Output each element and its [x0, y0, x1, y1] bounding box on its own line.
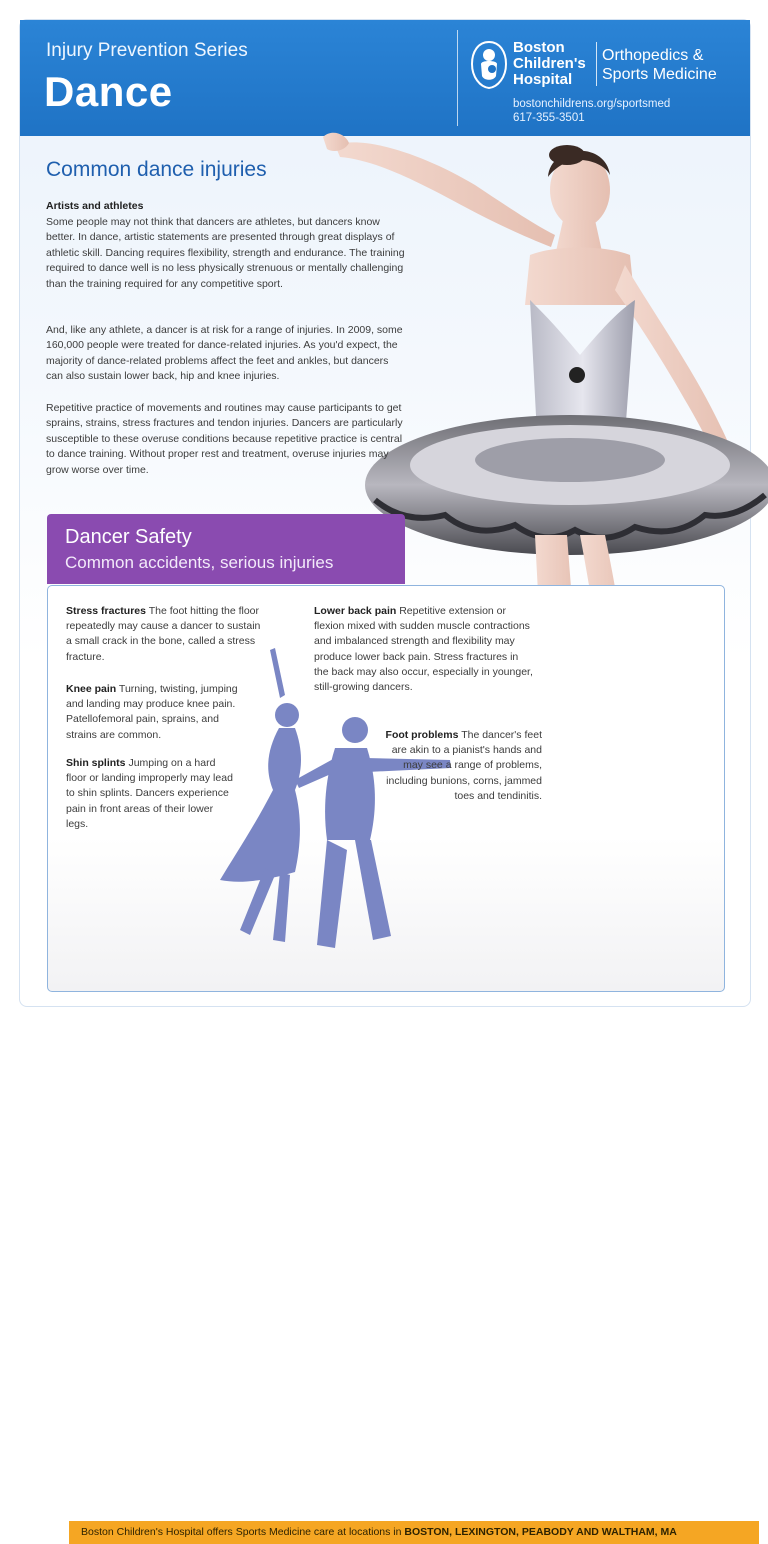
website-link[interactable]: bostonchildrens.org/sportsmed	[513, 98, 671, 110]
injury-description: Turning, twisting, jumping and landing may produce knee pain. Patellofemoral pain, sprains, and strains are common.	[66, 683, 238, 741]
injury-term: Knee pain	[66, 683, 117, 695]
department-line: Sports Medicine	[602, 66, 717, 83]
injury-term: Foot problems	[385, 729, 459, 741]
intro-subhead: Artists and athletes	[46, 200, 144, 212]
intro-paragraph: Some people may not think that dancers are athletes, but dancers know better. In dance, artistic statements are presented through great displays of athletic skill. Dancing requires flexibility, strength and endurance. The training required to dance well is no less physically strenuous or mentally challenging than the training required for any competitive sport.	[46, 216, 405, 290]
injury-description: Repetitive extension or flexion mixed with sudden muscle contractions and imbalanced strength and flexibility may produce lower back pain. Stress fractures in the back may also occur, especially in younger, still-growing dancers.	[314, 605, 533, 694]
banner-locations: BOSTON, LEXINGTON, PEABODY AND WALTHAM, MA	[404, 1526, 677, 1538]
department-name	[602, 46, 717, 84]
safety-title: Dancer Safety	[65, 526, 192, 548]
dancer-safety-tab	[47, 514, 405, 584]
logo-separator	[596, 42, 597, 86]
phone-number: 617-355-3501	[513, 112, 585, 124]
fact-sheet-page	[19, 19, 751, 1538]
injury-description: The dancer's feet are akin to a pianist's hands and may see a range of problems, including bunions, corns, jammed toes and tendinitis.	[386, 729, 542, 802]
banner-text: Boston Children's Hospital offers Sports Medicine care at locations in	[81, 1526, 405, 1538]
hospital-name-line: Boston	[513, 39, 565, 56]
hospital-name	[513, 40, 586, 88]
injury-term: Stress fractures	[66, 605, 146, 617]
injury-description: Jumping on a hard floor or landing improperly may lead to shin splints. Dancers experience pain in front areas of their lower legs.	[66, 757, 233, 830]
injury-term: Lower back pain	[314, 605, 397, 617]
injury-item-stress-fractures	[66, 604, 268, 665]
injury-term: Shin splints	[66, 757, 126, 769]
section-title: Common dance injuries	[46, 158, 267, 181]
logo-divider	[457, 30, 458, 126]
department-line: Orthopedics &	[602, 47, 704, 64]
injury-description: The foot hitting the floor repeatedly may cause a dancer to sustain a small crack in the bone, called a stress fracture.	[66, 605, 261, 663]
page-title: Dance	[44, 68, 173, 115]
safety-subtitle: Common accidents, serious injuries	[65, 553, 334, 572]
injury-item-shin-splints	[66, 756, 236, 832]
injury-item-knee-pain	[66, 682, 242, 743]
intro-paragraph: Repetitive practice of movements and routines may cause participants to get sprains, strains, stress fractures and tendon injuries. Dancers are particularly susceptible to these overuse conditions because repetitive practice is central to dance training. Without proper rest and treatment, overuse injuries may grow worse over time.	[46, 402, 403, 476]
hospital-logo-icon	[470, 40, 508, 90]
locations-banner	[69, 1521, 759, 1544]
injury-item-foot-problems	[382, 728, 542, 804]
intro-paragraph: And, like any athlete, a dancer is at risk for a range of injuries. In 2009, some 160,000 people were treated for dance-related injuries. As you'd expect, the majority of dance-related problems affect the feet and ankles, but dancers can also sustain lower back, hip and knee injuries.	[46, 324, 403, 383]
series-label: Injury Prevention Series	[46, 40, 248, 61]
hospital-name-line: Hospital	[513, 71, 573, 88]
hospital-name-line: Children's	[513, 55, 586, 72]
injury-item-lower-back-pain	[314, 604, 534, 695]
